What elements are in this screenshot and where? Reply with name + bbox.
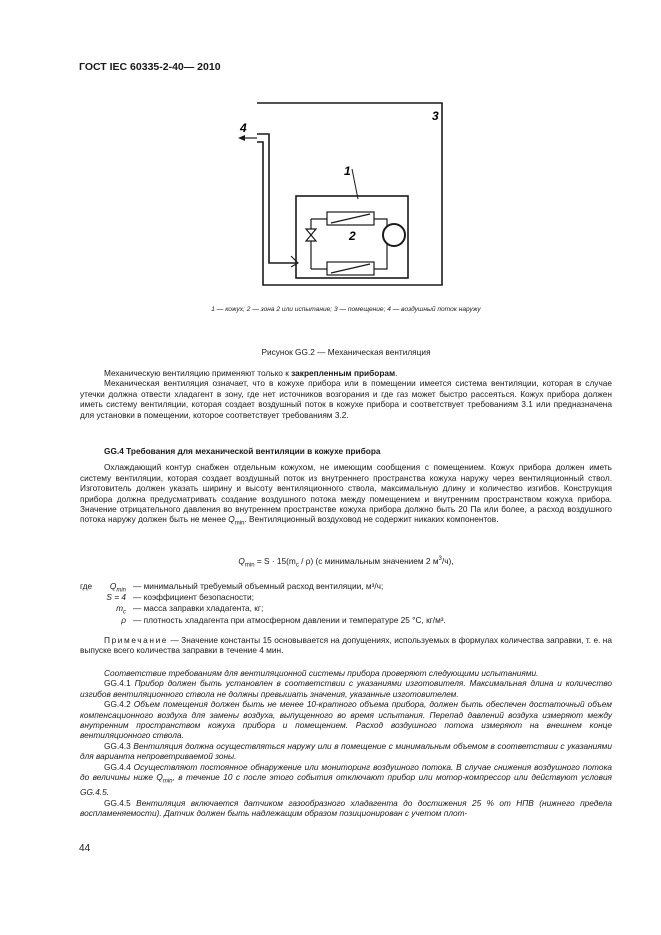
test-gg42: GG.4.2 Объем помещения должен быть не менее 10-кратного объема прибора, должен быть обеспечен достаточный объем компенсационного воздуха для замены воздуха, выпущенного во время испытания. Перепад давлений воздуха измеряют между внутренним пространством кожуха прибора и помещением. Расход воздушного потока измеряют на внешнем конце вентиляционного ствола. [80,699,612,741]
legend-item: — плотность хладагента при атмосферном давлении и температуре 25 °С, кг/м³. [133,614,446,625]
tests-section [80,668,612,818]
figure-caption: 1 — кожух; 2 — зона 2 или испытание; 3 — помещение; 4 — воздушный поток наружу [211,306,481,313]
figure-title: Рисунок GG.2 — Механическая вентиляция [261,347,431,357]
label-1: 1 [344,164,351,178]
intro-section [80,368,612,420]
label-2: 2 [349,229,356,243]
note: Примечание — Значение константы 15 основывается на допущениях, используемых в формулах количества заправки, т. е. на выпуске всего количества заправки в течение 4 мин. [80,635,612,656]
test-gg41: GG.4.1 Прибор должен быть установлен в соответствии с указаниями изготовителя. Максимальная длина и количество изгибов вентиляционного ствола не должны превышать значения, указанные изготовителем. [80,678,612,699]
legend-item: — минимальный требуемый объемный расход вентиляции, м³/ч; [133,581,384,591]
tests-intro: Соответствие требованиям для вентиляционной системы прибора проверяют следующими испытаниями. [104,668,539,678]
paragraph-2: Механическая вентиляция означает, что в кожухе прибора или в помещении имеется система вентиляции, которая в случае утечки должна отвести хладагент в зону, где нет источников возгорания и где газ может быстро рассеяться. Кожух прибора должен иметь систему вентиляции, которая создает воздушный поток в кожухе прибора и соответствует требованиям 3.1 или предназначена для установки в помещении, которое соответствует требованиям 3.2. [80,378,612,420]
room-outline [257,103,442,285]
legend-item: — коэффициент безопасности; [133,592,254,603]
section-gg4 [80,446,612,530]
test-gg43: GG.4.3 Вентиляция должна осуществляться наружу или в помещение с минимальным объемом в соответствии с указаниями для варианта непроветриваемой зоны. [80,740,612,762]
test-gg44: GG.4.4 Осуществляют постоянное обнаружение или мониторинг воздушного потока. В случае снижения воздушного потока до величины ниже $Q_{min}$, в течение 10 с после этого события отключают прибор или мотор-компрессор или действуют условия GG.4.5. [80,761,612,798]
ventilation-formula: $Q_{min} = S \cdot 15(m_c / \rho)$ (с минимальным значением 2 $м^3/ч$), [238,556,454,569]
section-heading: GG.4 Требования для механической вентиляции в кожухе прибора [104,446,381,456]
paragraph-3: Охлаждающий контур снабжен отдельным кожухом, не имеющим сообщения с помещением. Кожух прибора должен иметь систему вентиляции, которая создает воздушный поток из внутреннего пространства кожуха наружу через вентиляционный ствол. Изготовитель должен указать ширину и высоту вентиляционного ствола, максимальную длину и количество изгибов. Конструкция прибора должна предусматривать создание воздушного потока между помещением и внутренним пространством кожуха прибора. Значение отрицательного давления во внутреннем пространстве кожуха прибора должно быть 20 Па или более, а расход воздушного потока наружу должен быть не менее $Q_{min}$. Вентиляционный воздуховод не содержит никаких компонентов. [80,462,612,528]
paragraph-1: Механическую вентиляцию применяют только к закрепленным приборам. [104,368,398,378]
label-3: 3 [432,109,439,123]
document-header: ГОСТ IEC 60335-2-40— 2010 [79,61,221,73]
test-gg45: GG.4.5 Вентиляция включается датчиком газообразного хладагента до достижения 25 % от НПВ (нижнего предела воспламеняемости). Датчик должен быть надлежащим образом позиционирован с учетом плот- [80,797,612,818]
airflow-arrow-icon [238,135,245,141]
label-4: 4 [240,121,247,135]
legend-item: — масса заправки хладагента, кг; [133,603,264,614]
legend-where: где [80,581,93,591]
note-label: Примечание [104,635,169,645]
page-number: 44 [79,843,91,854]
ventilation-diagram [230,95,445,295]
valve-icon [306,229,316,241]
compressor-icon [383,224,405,246]
